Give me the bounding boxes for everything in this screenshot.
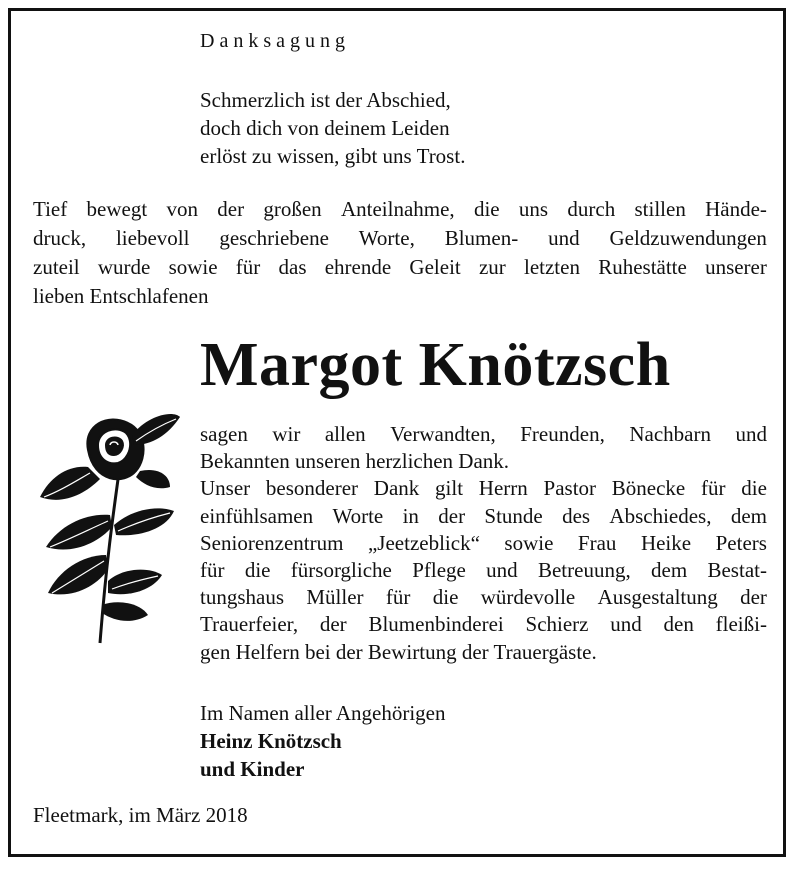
word: in xyxy=(402,503,419,528)
word: für xyxy=(385,585,411,610)
word: wir xyxy=(272,422,301,446)
notice-heading: Danksagung xyxy=(200,30,350,52)
word: Unser xyxy=(200,476,251,501)
word: Blumen- xyxy=(444,226,519,250)
word: bewegt xyxy=(86,197,148,221)
word: Dank xyxy=(373,476,420,501)
word: des xyxy=(562,503,591,528)
word: Anteilnahme, xyxy=(340,197,455,221)
word: Worte xyxy=(332,503,384,528)
word: der xyxy=(217,197,245,221)
word: druck, xyxy=(33,226,87,250)
word: die xyxy=(244,558,271,583)
rose-icon xyxy=(28,405,188,645)
word: fürsorgliche xyxy=(290,558,392,583)
text-line xyxy=(200,530,767,557)
word: Schierz xyxy=(525,612,589,637)
word: unserer xyxy=(705,255,767,279)
word: besonderer xyxy=(265,476,359,501)
word: dem xyxy=(651,558,688,583)
text-line xyxy=(33,224,767,253)
word: lieben Entschlafenen xyxy=(33,284,209,308)
word: geschriebene xyxy=(219,226,329,250)
word: und xyxy=(486,558,518,583)
word: Blumenbinderei xyxy=(368,612,504,637)
word: sowie xyxy=(504,530,554,555)
word: für xyxy=(701,476,726,501)
word: der xyxy=(740,585,767,610)
word: Frau xyxy=(577,530,617,555)
word: stillen xyxy=(634,197,686,221)
word: gen Helfern bei der Bewirtung der Trauergäste. xyxy=(200,639,597,664)
word: von xyxy=(166,197,198,221)
word: uns xyxy=(518,197,549,221)
poem xyxy=(200,86,465,170)
word: großen xyxy=(263,197,322,221)
word: Tief xyxy=(33,197,68,221)
word: fleißi- xyxy=(715,612,767,637)
word: Ausgestaltung xyxy=(597,585,718,610)
text-line xyxy=(200,611,767,638)
word: Herrn xyxy=(478,476,528,501)
text-line xyxy=(200,475,767,502)
word: tungshaus xyxy=(200,585,284,610)
word: Ruhestätte xyxy=(598,255,687,279)
word: Bekannten unseren herzlichen Dank. xyxy=(200,449,510,474)
word: der xyxy=(438,503,466,528)
place-date: Fleetmark, im März 2018 xyxy=(33,803,248,827)
text-line xyxy=(200,448,767,475)
signature-family: und Kinder xyxy=(200,757,305,781)
word: Abschiedes, xyxy=(609,503,712,528)
word: dem xyxy=(730,503,767,528)
signature-intro: Im Namen aller Angehörigen xyxy=(200,701,446,725)
word: und xyxy=(548,226,580,250)
poem-line: doch dich von deinem Leiden xyxy=(200,116,450,140)
text-line xyxy=(200,421,767,448)
word: ehrende xyxy=(324,255,392,279)
word: Müller xyxy=(306,585,364,610)
text-line xyxy=(33,253,767,282)
word: für xyxy=(235,255,261,279)
word: Betreuung, xyxy=(537,558,631,583)
word: und xyxy=(735,422,767,446)
word: der xyxy=(319,612,347,637)
word: zuteil xyxy=(33,255,80,279)
word: letzten xyxy=(524,255,580,279)
word: liebevoll xyxy=(115,226,190,250)
word: zur xyxy=(478,255,506,279)
poem-line: Schmerzlich ist der Abschied, xyxy=(200,88,451,112)
word: Pflege xyxy=(412,558,466,583)
word: sowie xyxy=(168,255,218,279)
text-line xyxy=(33,282,767,311)
word: Worte, xyxy=(358,226,415,250)
word: würdevolle xyxy=(480,585,576,610)
word: das xyxy=(278,255,307,279)
word: sagen xyxy=(200,422,248,446)
text-line xyxy=(200,503,767,530)
word: Bönecke xyxy=(611,476,686,501)
word: gilt xyxy=(435,476,464,501)
word: einfühlsamen xyxy=(200,503,314,528)
word: den xyxy=(663,612,694,637)
word: die xyxy=(473,197,500,221)
word: Nachbarn xyxy=(629,422,711,446)
signature-name: Heinz Knötzsch xyxy=(200,729,342,753)
word: Freunden, xyxy=(520,422,605,446)
word: „Jeetzeblick“ xyxy=(367,530,480,555)
intro-paragraph xyxy=(33,195,767,311)
text-line xyxy=(200,557,767,584)
word: und xyxy=(610,612,642,637)
signature-block xyxy=(200,699,446,783)
word: für xyxy=(200,558,225,583)
text-line xyxy=(200,639,767,666)
poem-line: erlöst zu wissen, gibt uns Trost. xyxy=(200,144,466,168)
word: die xyxy=(432,585,459,610)
word: Heike xyxy=(640,530,692,555)
deceased-name: Margot Knötzsch xyxy=(200,331,671,399)
word: Verwandten, xyxy=(390,422,496,446)
text-line xyxy=(200,584,767,611)
word: durch xyxy=(567,197,616,221)
word: allen xyxy=(324,422,366,446)
word: Pastor xyxy=(543,476,597,501)
thanks-paragraph xyxy=(200,421,767,666)
word: wurde xyxy=(97,255,151,279)
word: Hände- xyxy=(705,197,767,221)
word: die xyxy=(741,476,767,501)
word: Bestat- xyxy=(707,558,767,583)
word: Geleit xyxy=(409,255,461,279)
text-line xyxy=(33,195,767,224)
word: Seniorenzentrum xyxy=(200,530,344,555)
word: Peters xyxy=(715,530,767,555)
word: Stunde xyxy=(484,503,543,528)
word: Trauerfeier, xyxy=(200,612,299,637)
word: Geldzuwendungen xyxy=(609,226,767,250)
